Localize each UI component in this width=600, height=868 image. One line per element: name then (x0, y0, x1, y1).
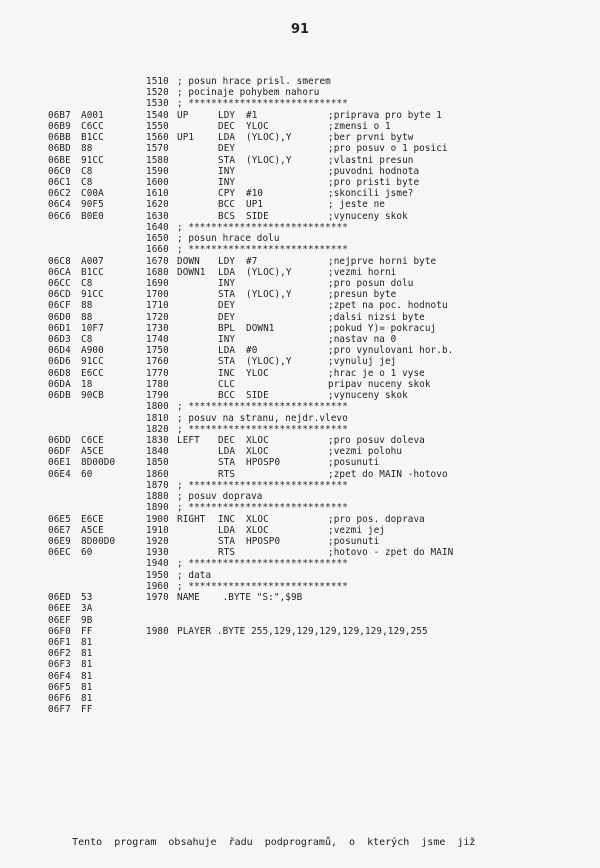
address: 06F0 (48, 625, 71, 637)
line-number: 1980 (146, 625, 169, 637)
address: 06DD (48, 435, 71, 446)
opcode: LDY (218, 255, 236, 267)
comment: ;vezmi polohu (328, 446, 403, 458)
source-text: ; **************************** (177, 401, 348, 413)
machine-code: 60 (81, 547, 93, 559)
address: 06B9 (48, 120, 71, 132)
machine-code: 88 (81, 300, 93, 312)
machine-code: 9B (81, 614, 93, 626)
listing-line (48, 356, 588, 367)
listing-line (48, 480, 588, 491)
address: 06C8 (48, 255, 71, 267)
machine-code: 91CC (81, 356, 104, 368)
line-number: 1710 (146, 300, 169, 312)
address: 06D6 (48, 356, 71, 368)
listing-line (48, 581, 588, 592)
machine-code: C6CE (81, 435, 104, 446)
operand: YLOC (246, 367, 269, 379)
label: RIGHT (177, 513, 206, 525)
opcode: STA (218, 356, 236, 368)
listing-line (48, 435, 588, 446)
opcode: INC (218, 513, 236, 525)
opcode: BCC (218, 199, 236, 211)
address: 06E9 (48, 535, 71, 547)
address: 06F7 (48, 704, 71, 716)
line-number: 1720 (146, 311, 169, 323)
comment: ;skoncili jsme? (328, 188, 414, 200)
opcode: BPL (218, 322, 236, 334)
listing-line (48, 558, 588, 569)
line-number: 1880 (146, 491, 169, 503)
comment: ;pro posuv doleva (328, 435, 425, 446)
listing-line (48, 155, 588, 166)
listing-line (48, 615, 588, 626)
operand: SIDE (246, 210, 269, 222)
line-number: 1540 (146, 109, 169, 121)
machine-code: 91CC (81, 154, 104, 166)
machine-code: 81 (81, 693, 93, 705)
listing-line (48, 278, 588, 289)
machine-code: 81 (81, 681, 93, 693)
line-number: 1810 (146, 412, 169, 424)
line-number: 1960 (146, 580, 169, 592)
machine-code: C00A (81, 188, 104, 200)
listing-line (48, 379, 588, 390)
listing-line (48, 570, 588, 581)
source-text: PLAYER .BYTE 255,129,129,129,129,129,129,255 (177, 625, 428, 637)
listing-line (48, 659, 588, 670)
opcode: BCC (218, 390, 236, 402)
opcode: STA (218, 535, 236, 547)
listing-line (48, 637, 588, 648)
opcode: INY (218, 277, 236, 289)
line-number: 1950 (146, 569, 169, 581)
address: 06F5 (48, 681, 71, 693)
line-number: 1570 (146, 143, 169, 155)
listing-line (48, 704, 588, 715)
line-number: 1870 (146, 479, 169, 491)
comment: ;posunuti (328, 535, 380, 547)
machine-code: A900 (81, 345, 104, 357)
line-number: 1900 (146, 513, 169, 525)
address: 06C0 (48, 165, 71, 177)
machine-code: 81 (81, 636, 93, 648)
line-number: 1560 (146, 132, 169, 144)
line-number: 1940 (146, 558, 169, 570)
source-text: ; posuv na stranu, nejdr.vlevo (177, 412, 348, 424)
machine-code: 90CB (81, 390, 104, 402)
listing-line (48, 491, 588, 502)
address: 06F1 (48, 636, 71, 648)
line-number: 1930 (146, 547, 169, 559)
listing-line (48, 592, 588, 603)
machine-code: FF (81, 625, 93, 637)
machine-code: A5CE (81, 524, 104, 536)
address: 06F6 (48, 693, 71, 705)
opcode: DEC (218, 435, 236, 446)
operand: (YLOC),Y (246, 266, 292, 278)
line-number: 1670 (146, 255, 169, 267)
comment: ;vezmi jej (328, 524, 385, 536)
comment: ;pokud Y)= pokracuj (328, 322, 437, 334)
comment: ;hotovo - zpet do MAIN (328, 547, 454, 559)
operand: (YLOC),Y (246, 289, 292, 301)
address: 06D3 (48, 334, 71, 346)
machine-code: E6CC (81, 367, 104, 379)
operand: HPOSP0 (246, 535, 281, 547)
operand: HPOSP0 (246, 457, 281, 469)
opcode: LDY (218, 109, 236, 121)
opcode: STA (218, 289, 236, 301)
address: 06D0 (48, 311, 71, 323)
listing-line (48, 469, 588, 480)
comment: ;zpet na poc. hodnotu (328, 300, 448, 312)
address: 06F3 (48, 659, 71, 671)
line-number: 1830 (146, 435, 169, 446)
opcode: LDA (218, 132, 236, 144)
line-number: 1730 (146, 322, 169, 334)
comment: ;posunuti (328, 457, 380, 469)
address: 06E5 (48, 513, 71, 525)
address: 06CD (48, 289, 71, 301)
opcode: INC (218, 367, 236, 379)
listing-line (48, 98, 588, 109)
comment: ;nastav na 0 (328, 334, 397, 346)
operand: YLOC (246, 120, 269, 132)
line-number: 1790 (146, 390, 169, 402)
address: 06D4 (48, 345, 71, 357)
source-text: ; posun hrace dolu (177, 233, 280, 245)
listing-line (48, 547, 588, 558)
opcode: STA (218, 154, 236, 166)
line-number: 1770 (146, 367, 169, 379)
address: 06CC (48, 277, 71, 289)
listing-line (48, 121, 588, 132)
listing-line (48, 368, 588, 379)
source-text: ; **************************** (177, 558, 348, 570)
machine-code: C8 (81, 334, 93, 346)
address: 06ED (48, 592, 71, 604)
listing-line (48, 626, 588, 637)
line-number: 1530 (146, 98, 169, 110)
line-number: 1920 (146, 535, 169, 547)
opcode: LDA (218, 446, 236, 458)
opcode: INY (218, 334, 236, 346)
source-text: ; **************************** (177, 244, 348, 256)
line-number: 1740 (146, 334, 169, 346)
listing-line (48, 424, 588, 435)
operand: UP1 (246, 199, 264, 211)
operand: SIDE (246, 390, 269, 402)
machine-code: 18 (81, 378, 93, 390)
machine-code: 90F5 (81, 199, 104, 211)
listing-line (48, 312, 588, 323)
listing-line (48, 199, 588, 210)
operand: (YLOC),Y (246, 356, 292, 368)
listing-line (48, 536, 588, 547)
line-number: 1580 (146, 154, 169, 166)
machine-code: A5CE (81, 446, 104, 458)
listing-line (48, 457, 588, 468)
comment: ;presun byte (328, 289, 397, 301)
comment: ;vynuluj jej (328, 356, 397, 368)
comment: ;zpet do MAIN -hotovo (328, 468, 448, 480)
line-number: 1650 (146, 233, 169, 245)
line-number: 1600 (146, 176, 169, 188)
line-number: 1780 (146, 378, 169, 390)
listing-line (48, 334, 588, 345)
machine-code: 81 (81, 670, 93, 682)
page-number: 91 (290, 22, 310, 37)
operand: #1 (246, 109, 258, 121)
comment: ;vlastni presun (328, 154, 414, 166)
operand: XLOC (246, 435, 269, 446)
comment: ;vynuceny skok (328, 390, 408, 402)
line-number: 1890 (146, 502, 169, 514)
opcode: LDA (218, 524, 236, 536)
source-text: ; **************************** (177, 580, 348, 592)
line-number: 1760 (146, 356, 169, 368)
address: 06BB (48, 132, 71, 144)
line-number: 1700 (146, 289, 169, 301)
line-number: 1620 (146, 199, 169, 211)
address: 06EC (48, 547, 71, 559)
source-text: ; data (177, 569, 212, 581)
address: 06D8 (48, 367, 71, 379)
listing-line (48, 166, 588, 177)
listing-line (48, 222, 588, 233)
address: 06E7 (48, 524, 71, 536)
listing-line (48, 300, 588, 311)
opcode: DEC (218, 120, 236, 132)
address: 06E4 (48, 468, 71, 480)
comment: ;pro pristi byte (328, 176, 420, 188)
comment: ;pro posuv o 1 posici (328, 143, 448, 155)
listing-line (48, 177, 588, 188)
listing-line (48, 390, 588, 401)
line-number: 1690 (146, 277, 169, 289)
comment: ;vynuceny skok (328, 210, 408, 222)
listing-line (48, 76, 588, 87)
address: 06F4 (48, 670, 71, 682)
opcode: LDA (218, 266, 236, 278)
machine-code: 81 (81, 648, 93, 660)
machine-code: 91CC (81, 289, 104, 301)
listing-line (48, 446, 588, 457)
listing-line (48, 401, 588, 412)
address: 06DA (48, 378, 71, 390)
opcode: DEY (218, 300, 236, 312)
listing-line (48, 693, 588, 704)
listing-line (48, 244, 588, 255)
address: 06C6 (48, 210, 71, 222)
comment: ;vezmi horni (328, 266, 397, 278)
comment: pripav nuceny skok (328, 378, 431, 390)
source-text: ; **************************** (177, 98, 348, 110)
label: DOWN (177, 255, 200, 267)
address: 06B7 (48, 109, 71, 121)
line-number: 1550 (146, 120, 169, 132)
machine-code: A001 (81, 109, 104, 121)
opcode: RTS (218, 547, 236, 559)
line-number: 1910 (146, 524, 169, 536)
listing-line (48, 345, 588, 356)
line-number: 1510 (146, 76, 169, 87)
opcode: LDA (218, 345, 236, 357)
source-text: ; **************************** (177, 423, 348, 435)
line-number: 1820 (146, 423, 169, 435)
address: 06E1 (48, 457, 71, 469)
line-number: 1590 (146, 165, 169, 177)
address: 06CF (48, 300, 71, 312)
listing-line (48, 211, 588, 222)
listing-line (48, 671, 588, 682)
listing-line (48, 323, 588, 334)
line-number: 1680 (146, 266, 169, 278)
operand: XLOC (246, 524, 269, 536)
address: 06C2 (48, 188, 71, 200)
machine-code: B1CC (81, 132, 104, 144)
address: 06D1 (48, 322, 71, 334)
listing-line (48, 256, 588, 267)
comment: ;hrac je o 1 vyse (328, 367, 425, 379)
comment: ;pro vynulovani hor.b. (328, 345, 454, 357)
machine-code: E6CE (81, 513, 104, 525)
machine-code: 88 (81, 143, 93, 155)
address: 06CA (48, 266, 71, 278)
machine-code: 8D00D0 (81, 535, 116, 547)
address: 06DB (48, 390, 71, 402)
comment: ;puvodni hodnota (328, 165, 420, 177)
listing-line (48, 143, 588, 154)
machine-code: A007 (81, 255, 104, 267)
label: UP1 (177, 132, 195, 144)
source-text: ; **************************** (177, 479, 348, 491)
opcode: BCS (218, 210, 236, 222)
listing-line (48, 87, 588, 98)
operand: #0 (246, 345, 258, 357)
opcode: RTS (218, 468, 236, 480)
line-number: 1970 (146, 592, 169, 604)
line-number: 1640 (146, 221, 169, 233)
comment: ;priprava pro byte 1 (328, 109, 442, 121)
opcode: INY (218, 176, 236, 188)
line-number: 1630 (146, 210, 169, 222)
machine-code: C8 (81, 165, 93, 177)
source-text: ; **************************** (177, 502, 348, 514)
label: UP (177, 109, 189, 121)
opcode: STA (218, 457, 236, 469)
listing-line (48, 648, 588, 659)
line-number: 1860 (146, 468, 169, 480)
address: 06BE (48, 154, 71, 166)
comment: ;zmensi o 1 (328, 120, 391, 132)
body-text: Tento program obsahuje řadu podprogramů, o kterých jsme již (48, 837, 476, 848)
assembly-listing (48, 76, 588, 715)
source-text: ; pocinaje pohybem nahoru (177, 87, 320, 99)
opcode: DEY (218, 143, 236, 155)
comment: ;ber prvni bytw (328, 132, 414, 144)
line-number: 1800 (146, 401, 169, 413)
address: 06EE (48, 603, 71, 615)
comment: ;nejprve horni byte (328, 255, 437, 267)
address: 06C4 (48, 199, 71, 211)
line-number: 1660 (146, 244, 169, 256)
machine-code: 60 (81, 468, 93, 480)
comment: ;dalsi nizsi byte (328, 311, 425, 323)
comment: ;pro posun dolu (328, 277, 414, 289)
machine-code: B1CC (81, 266, 104, 278)
machine-code: 3A (81, 603, 93, 615)
listing-line (48, 289, 588, 300)
machine-code: 10F7 (81, 322, 104, 334)
listing-line (48, 132, 588, 143)
opcode: CPY (218, 188, 236, 200)
operand: DOWN1 (246, 322, 275, 334)
address: 06F2 (48, 648, 71, 660)
line-number: 1750 (146, 345, 169, 357)
operand: XLOC (246, 446, 269, 458)
opcode: INY (218, 165, 236, 177)
machine-code: C8 (81, 176, 93, 188)
opcode: DEY (218, 311, 236, 323)
listing-line (48, 110, 588, 121)
listing-line (48, 188, 588, 199)
comment: ; jeste ne (328, 199, 385, 211)
source-text: ; posuv doprava (177, 491, 263, 503)
machine-code: 53 (81, 592, 93, 604)
listing-line (48, 502, 588, 513)
source-text: ; posun hrace prisl. smerem (177, 76, 331, 87)
source-text: ; **************************** (177, 221, 348, 233)
operand: (YLOC),Y (246, 154, 292, 166)
machine-code: B0E0 (81, 210, 104, 222)
machine-code: 8D00D0 (81, 457, 116, 469)
operand: (YLOC),Y (246, 132, 292, 144)
address: 06C1 (48, 176, 71, 188)
machine-code: FF (81, 704, 93, 716)
opcode: CLC (218, 378, 236, 390)
address: 06DF (48, 446, 71, 458)
listing-line (48, 682, 588, 693)
address: 06EF (48, 614, 71, 626)
comment: ;pro pos. doprava (328, 513, 425, 525)
address: 06BD (48, 143, 71, 155)
operand: XLOC (246, 513, 269, 525)
label: LEFT (177, 435, 200, 446)
listing-line (48, 233, 588, 244)
line-number: 1850 (146, 457, 169, 469)
operand: #7 (246, 255, 258, 267)
source-text: NAME .BYTE "S:",$9B (177, 592, 303, 604)
line-number: 1610 (146, 188, 169, 200)
listing-line (48, 514, 588, 525)
label: DOWN1 (177, 266, 206, 278)
listing-line (48, 267, 588, 278)
listing-line (48, 525, 588, 536)
machine-code: 81 (81, 659, 93, 671)
machine-code: C8 (81, 277, 93, 289)
line-number: 1840 (146, 446, 169, 458)
listing-line (48, 603, 588, 614)
machine-code: C6CC (81, 120, 104, 132)
listing-line (48, 413, 588, 424)
machine-code: 88 (81, 311, 93, 323)
operand: #10 (246, 188, 264, 200)
line-number: 1520 (146, 87, 169, 99)
